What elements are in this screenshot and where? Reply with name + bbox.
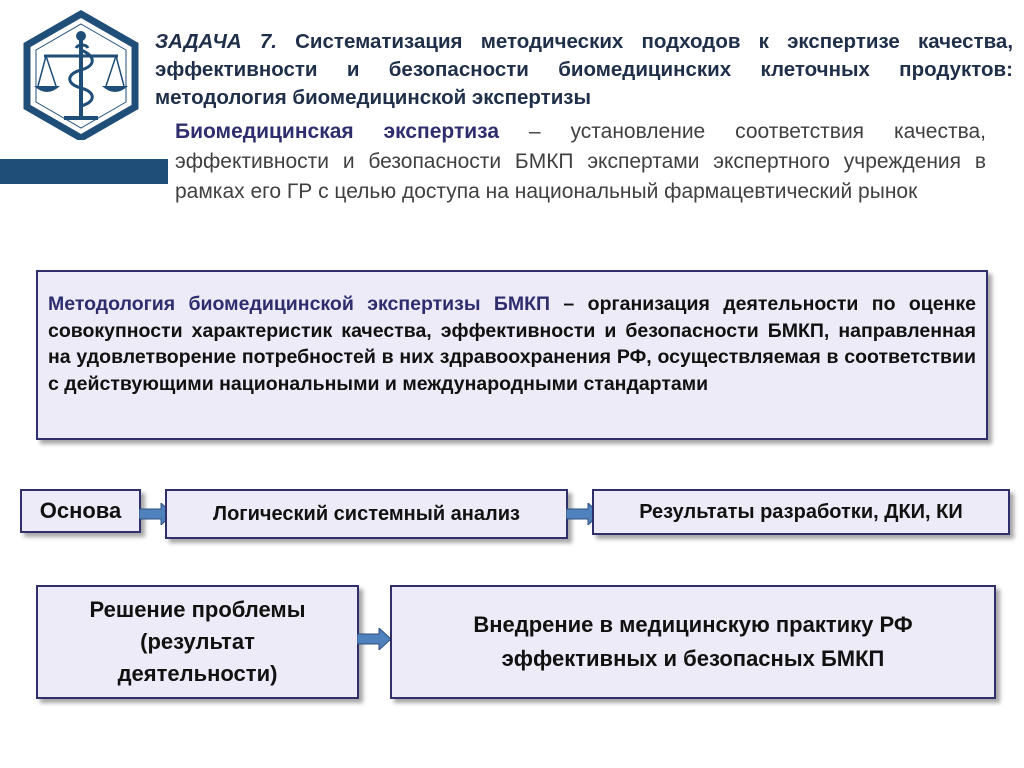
methodology-text [48,291,976,397]
results-label: Результаты разработки, ДКИ, КИ [639,500,963,523]
implementation-box [390,585,996,699]
definition-term: Биомедицинская экспертиза [175,120,500,143]
solution-line-2: (результат [140,629,255,654]
title-text: Систематизация методических подходов к экспертизе качества, эффективности и безопасности биомедицинских клеточных продуктов: методология биомедицинской экспертизы [155,30,1014,109]
solution-line-1: Решение проблемы [89,597,306,622]
basis-box [20,489,141,533]
logo-icon [16,10,146,140]
methodology-box [36,270,988,440]
right-arrow-icon [357,628,391,650]
task-label: ЗАДАЧА 7. [155,30,277,53]
solution-box [36,585,359,699]
implementation-line-1: Внедрение в медицинскую практику РФ [473,612,913,637]
methodology-body: – организация деятельности по оценке совокупности характеристик качества, эффективности и безопасности БМКП, направленная на удовлетворение потребностей в них здравоохранения РФ, осуществляемая в соответствии с действующими национальными и международными стандартами [48,293,977,395]
basis-label: Основа [39,498,122,523]
page-title [155,28,1013,112]
methodology-lead: Методология биомедицинской экспертизы БМКП [48,293,551,315]
accent-bar [0,159,168,184]
solution-line-3: деятельности) [117,661,278,686]
definition-body: – установление соответствия качества, эффективности и безопасности БМКП экспертами экспертного учреждения в рамках его ГР с целью доступа на национальный фармацевтический рынок [175,120,986,203]
definition-text [175,117,986,207]
results-box [592,489,1010,535]
implementation-line-2: эффективных и безопасных БМКП [501,646,885,671]
analysis-label: Логический системный анализ [213,502,520,525]
analysis-box [165,489,568,539]
